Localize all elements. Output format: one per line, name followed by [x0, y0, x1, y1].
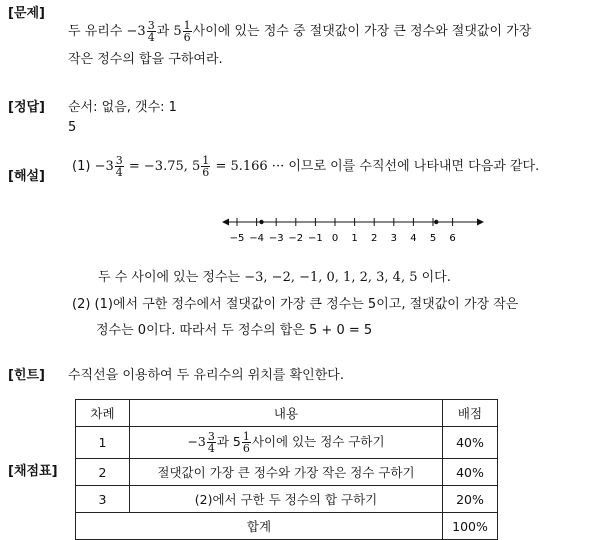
- table-row: [76, 427, 498, 459]
- answer-line1: 순서: 없음, 갯수: 1: [68, 100, 177, 115]
- row1-content: −3 $\frac{3}{4}$ 과 5 $\frac{1}{6}$ 사이에 있는 정수 구하기: [130, 427, 443, 459]
- row3-order: 3: [76, 486, 130, 513]
- eq-a-fraction: $\frac{3}{4}$: [115, 154, 123, 179]
- hint-text: 수직선을 이용하여 두 유리수의 위치를 확인한다.: [68, 368, 344, 383]
- problem-a-fraction: $\frac{3}{4}$: [147, 19, 155, 44]
- problem-mid: 과: [156, 24, 170, 39]
- tick-label: −1: [308, 233, 323, 244]
- tick-label: 2: [371, 233, 378, 244]
- tick-label: 6: [449, 233, 456, 244]
- eq-b-value: = 5.166 ···: [215, 159, 285, 174]
- tick-label: −5: [229, 233, 245, 244]
- table-row: [76, 459, 498, 486]
- problem-line1: [68, 20, 531, 43]
- grading-table: [75, 399, 498, 540]
- table-row: [76, 486, 498, 513]
- header-points: 배점: [443, 400, 498, 427]
- row2-content: 절댓값이 가장 큰 정수와 가장 작은 정수 구하기: [130, 459, 443, 486]
- tick-label: 4: [410, 233, 417, 244]
- problem-b-fraction: $\frac{1}{6}$: [183, 19, 191, 44]
- step1-prefix: (1): [72, 159, 91, 174]
- step1-suffix: 이므로 이를 수직선에 나타내면 다음과 같다.: [288, 159, 540, 174]
- tick-label: 5: [429, 233, 437, 244]
- step2-line1: (2) (1)에서 구한 정수에서 절댓값이 가장 큰 정수는 5이고, 절댓값이 가장 작은: [72, 297, 519, 312]
- answer-label: [정답]: [8, 100, 45, 115]
- tick-label: 0: [331, 233, 339, 244]
- problem-b-whole: 5: [173, 24, 182, 39]
- solution-step1: [72, 155, 539, 178]
- row1-order: 1: [76, 427, 130, 459]
- total-label: 합계: [76, 513, 443, 540]
- answer-line2: 5: [68, 120, 77, 135]
- header-content: 내용: [130, 400, 443, 427]
- number-line-point: [259, 220, 263, 224]
- eq-b-fraction: $\frac{1}{6}$: [202, 154, 210, 179]
- tick-label: −2: [288, 233, 304, 244]
- grading-label: [채점표]: [8, 464, 58, 479]
- tick-label: 3: [390, 233, 397, 244]
- problem-line2: 작은 정수의 합을 구하여라.: [68, 52, 223, 67]
- row3-content: (2)에서 구한 두 정수의 합 구하기: [130, 486, 443, 513]
- tick-label: −4: [249, 233, 264, 244]
- number-line: [215, 212, 490, 246]
- step2-line2: 정수는 0이다. 따라서 두 정수의 합은 5 + 0 = 5: [96, 323, 373, 338]
- table-header-row: [76, 400, 498, 427]
- row2-points: 40%: [443, 459, 498, 486]
- number-line-point: [434, 220, 438, 224]
- problem-prefix: 두 유리수: [68, 24, 123, 39]
- integers-line: 두 수 사이에 있는 정수는 −3, −2, −1, 0, 1, 2, 3, 4, 5 이다.: [98, 270, 451, 285]
- table-total-row: [76, 513, 498, 540]
- problem-label: [문제]: [8, 6, 45, 21]
- header-order: 차례: [76, 400, 130, 427]
- eq-a-value: = −3.75,: [128, 159, 188, 174]
- total-points: 100%: [443, 513, 498, 540]
- eq-a-whole: −3: [94, 159, 114, 174]
- row2-order: 2: [76, 459, 130, 486]
- tick-label: 1: [351, 233, 358, 244]
- hint-label: [힌트]: [8, 368, 45, 383]
- solution-label: [해설]: [8, 169, 45, 184]
- eq-b-whole: 5: [192, 159, 201, 174]
- row1-points: 40%: [443, 427, 498, 459]
- row3-points: 20%: [443, 486, 498, 513]
- problem-suffix: 사이에 있는 정수 중 절댓값이 가장 큰 정수와 절댓값이 가장: [192, 24, 532, 39]
- problem-a-whole: −3: [126, 24, 146, 39]
- tick-label: −3: [268, 233, 284, 244]
